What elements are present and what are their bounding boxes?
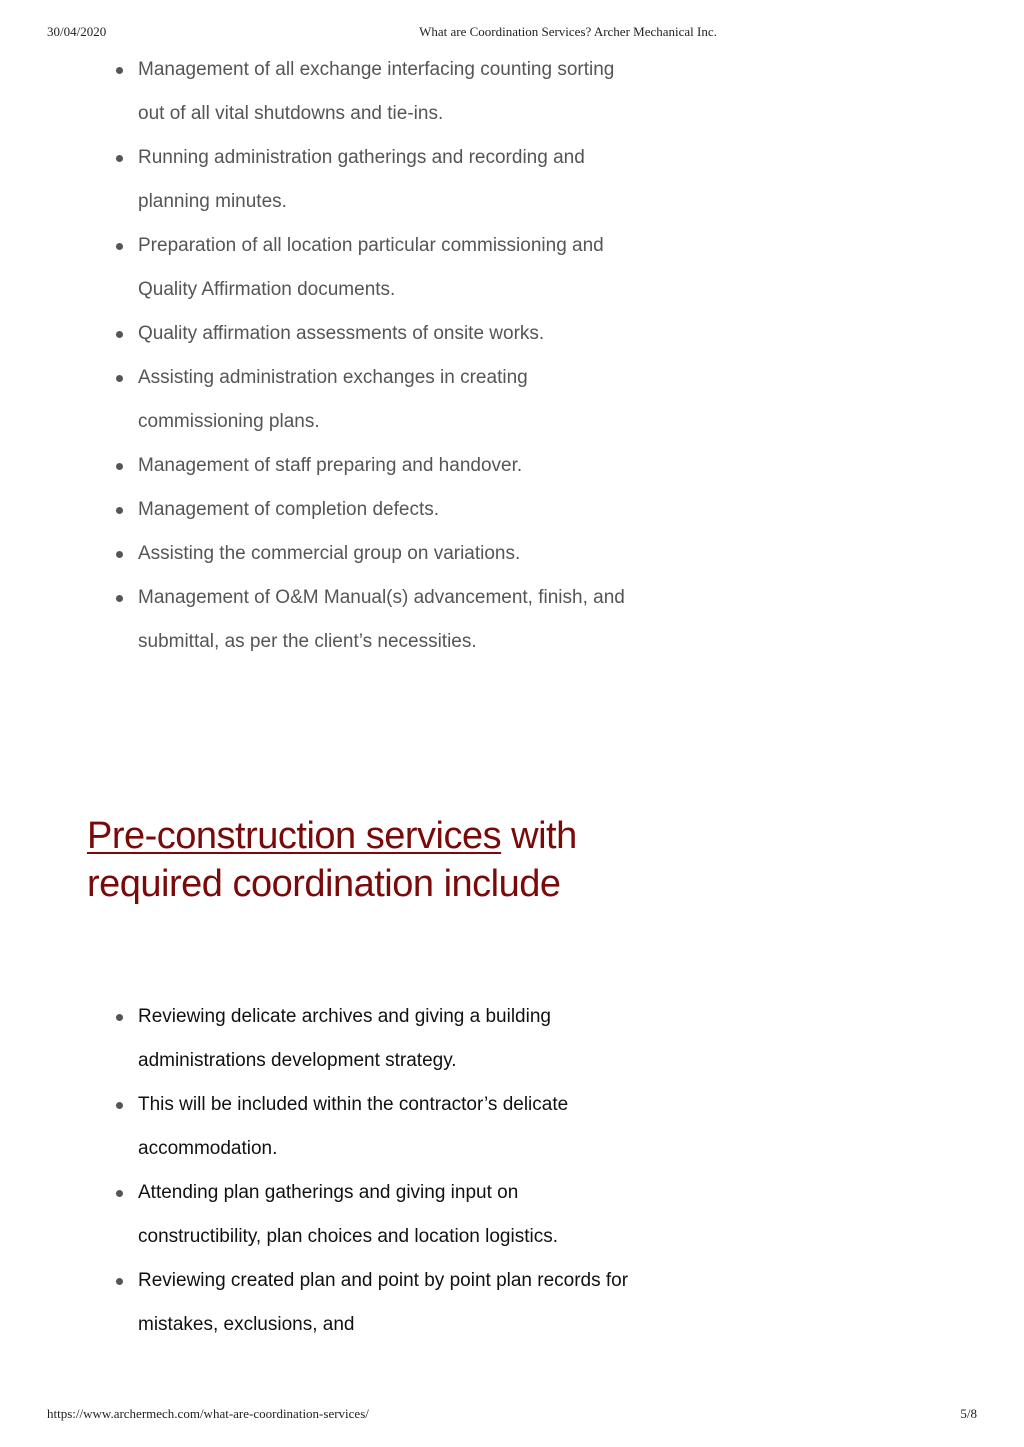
list-item: Management of all exchange interfacing counting sorting out of all vital shutdowns and tie-ins. [138, 48, 638, 136]
list-item: This will be included within the contractor’s delicate accommodation. [138, 1083, 638, 1171]
list-item: Assisting administration exchanges in creating commissioning plans. [138, 356, 638, 444]
print-footer-url: https://www.archermech.com/what-are-coordination-services/ [47, 1406, 369, 1421]
list-item: Assisting the commercial group on variations. [138, 532, 638, 576]
coordination-tasks-list [138, 48, 638, 664]
list-item: Quality affirmation assessments of onsite works. [138, 312, 638, 356]
pre-construction-services-link[interactable]: Pre-construction services [87, 815, 502, 857]
print-header-title: What are Coordination Services? Archer Mechanical Inc. [419, 24, 717, 39]
list-item: Preparation of all location particular commissioning and Quality Affirmation documents. [138, 224, 638, 312]
section-heading-rest: with required coordination include [87, 815, 577, 905]
list-item: Management of staff preparing and handover. [138, 444, 638, 488]
section-heading [87, 812, 587, 908]
list-item: Management of O&M Manual(s) advancement, finish, and submittal, as per the client’s necessities. [138, 576, 638, 664]
list-item: Attending plan gatherings and giving input on constructibility, plan choices and location logistics. [138, 1171, 638, 1259]
list-item: Reviewing delicate archives and giving a building administrations development strategy. [138, 995, 638, 1083]
page-number: 5/8 [960, 1406, 977, 1421]
list-item: Running administration gatherings and recording and planning minutes. [138, 136, 638, 224]
pre-construction-list [138, 995, 638, 1347]
list-item: Management of completion defects. [138, 488, 638, 532]
list-item: Reviewing created plan and point by point plan records for mistakes, exclusions, and [138, 1259, 638, 1347]
print-header-date: 30/04/2020 [47, 24, 107, 39]
